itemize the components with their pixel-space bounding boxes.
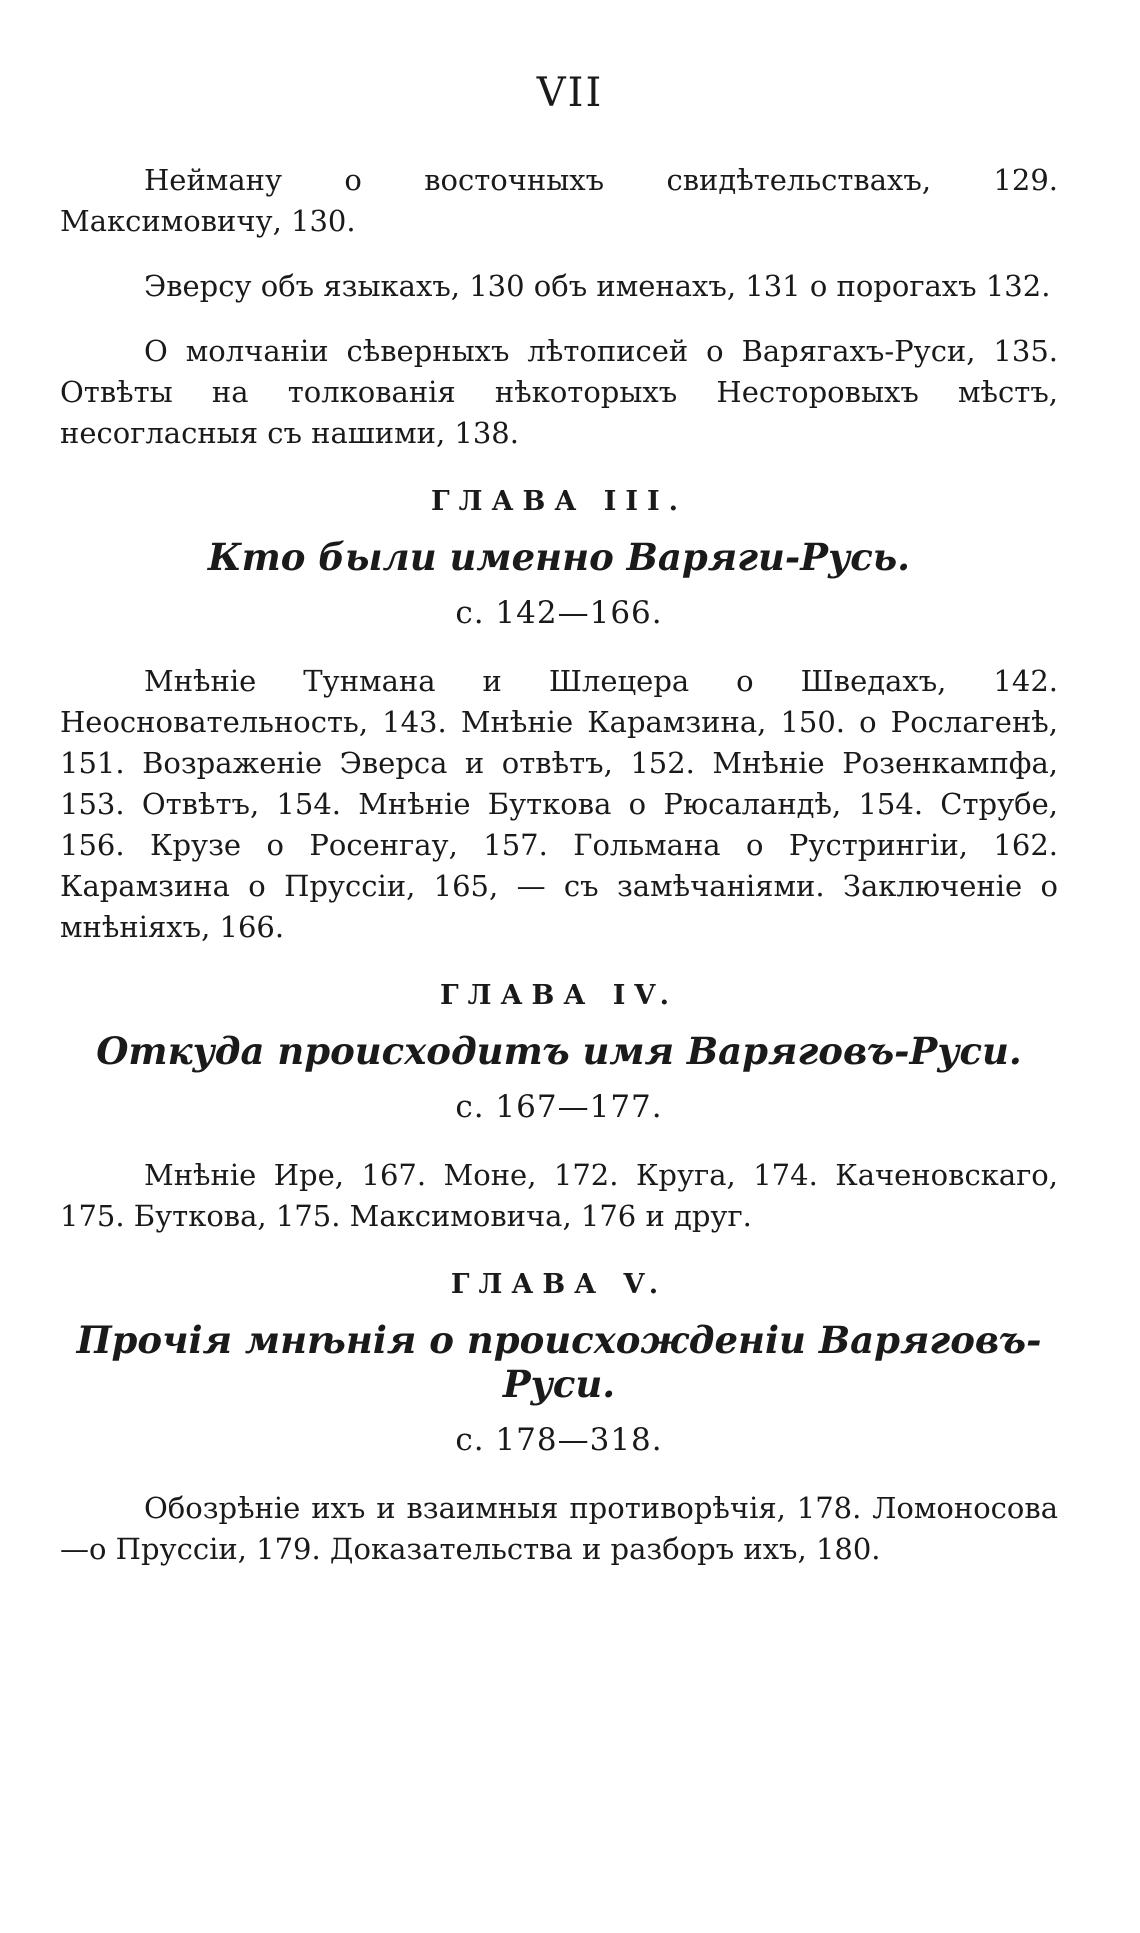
- chapter-section-3: [60, 486, 1058, 948]
- page-content: [60, 160, 1058, 1594]
- chapter-title: Кто были именно Варяги-Русь.: [207, 535, 911, 579]
- chapter-page-range: с. 178—318.: [455, 1422, 663, 1458]
- chapter-section-5: [60, 1269, 1058, 1570]
- chapter-section-4: [60, 980, 1058, 1237]
- chapter-summary: Мнѣніе Ире, 167. Моне, 172. Круга, 174. Каченовскаго, 175. Буткова, 175. Максимовича, 176 и друг.: [60, 1158, 1058, 1233]
- chapter-heading: ГЛАВА III.: [430, 486, 687, 517]
- chapter-page-range: с. 167—177.: [455, 1089, 663, 1125]
- intro-paragraph: О молчаніи сѣверныхъ лѣтописей о Варягахъ-Руси, 135. Отвѣты на толкованія нѣкоторыхъ Несторовыхъ мѣстъ, несогласныя съ нашими, 138.: [60, 334, 1058, 450]
- intro-paragraph: Эверсу объ языкахъ, 130 объ именахъ, 131 о порогахъ 132.: [144, 269, 1051, 303]
- chapter-summary: Обозрѣніе ихъ и взаимныя противорѣчія, 178. Ломоносова—о Пруссіи, 179. Доказательства и разборъ ихъ, 180.: [60, 1491, 1058, 1566]
- chapter-title: Прочія мнѣнія о происхожденіи Варяговъ-Руси.: [76, 1318, 1042, 1406]
- intro-paragraph: Нейману о восточныхъ свидѣтельствахъ, 129. Максимовичу, 130.: [60, 163, 1058, 238]
- chapter-title: Откуда происходитъ имя Варяговъ-Руси.: [96, 1029, 1022, 1073]
- chapter-heading: ГЛАВА IV.: [440, 980, 678, 1011]
- chapter-page-range: с. 142—166.: [455, 595, 663, 631]
- chapter-heading: ГЛАВА V.: [450, 1269, 668, 1300]
- page-number: VII: [536, 70, 604, 116]
- chapter-summary: Мнѣніе Тунмана и Шлецера о Шведахъ, 142. Неосновательность, 143. Мнѣніе Карамзина, 150. о Рослагенѣ, 151. Возраженіе Эверса и отвѣтъ, 152. Мнѣніе Розенкампфа, 153. Отвѣтъ, 154. Мнѣніе Буткова о Рюсаландѣ, 154. Струбе, 156. Крузе о Росенгау, 157. Гольмана о Рустрингіи, 162. Карамзина о Пруссіи, 165, — съ замѣчаніями. Заключеніе о мнѣніяхъ, 166.: [60, 664, 1058, 944]
